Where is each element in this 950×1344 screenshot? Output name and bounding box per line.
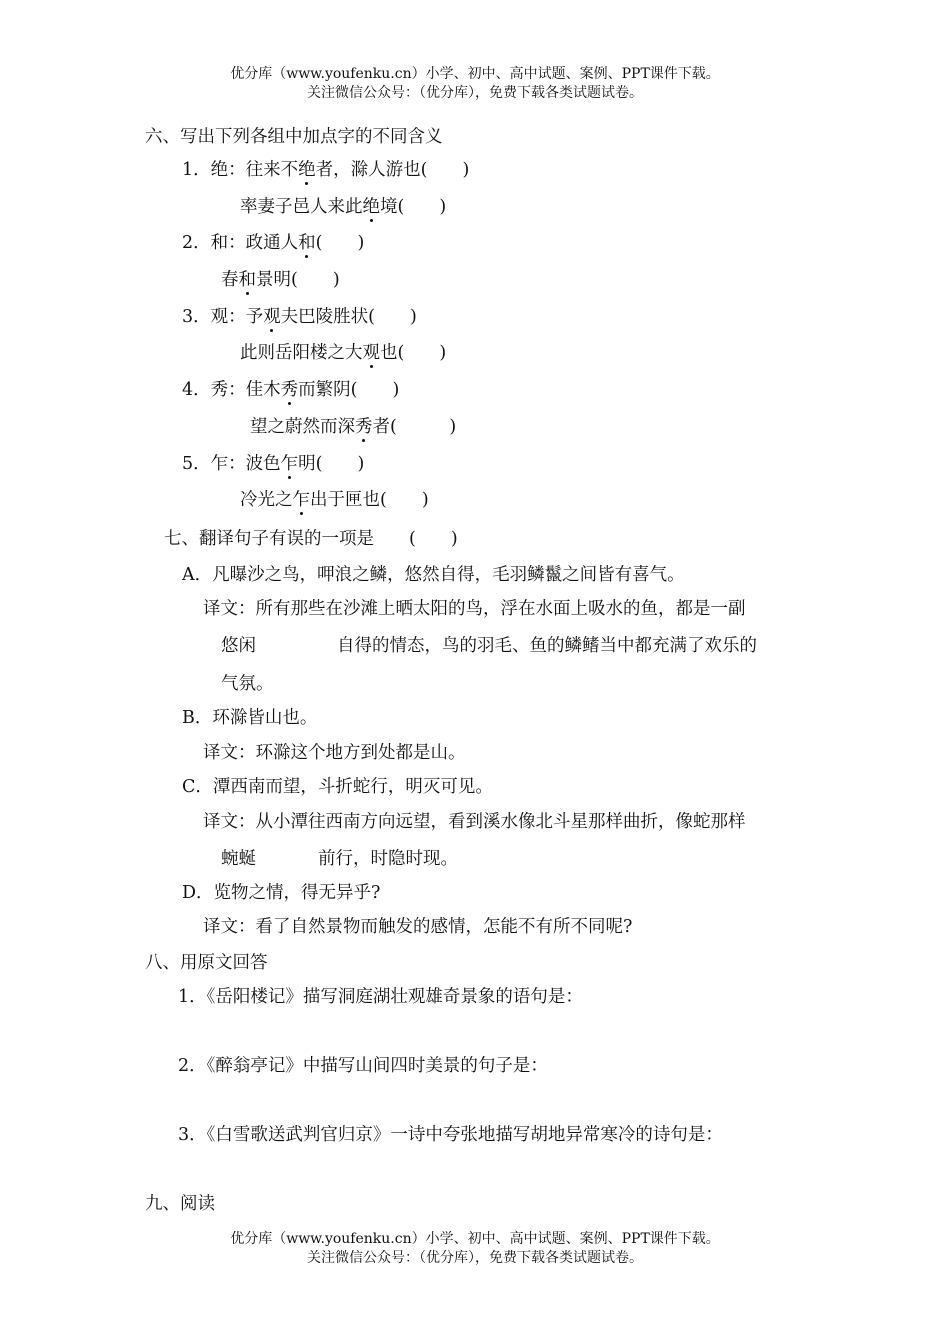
s6-item-1-a-pre: 1．绝：往来不 [182,160,299,180]
s6-item-5-b-post: 出于匣也( ) [310,490,429,510]
s6-item-5-b [240,489,429,511]
s7-option-a-translation-1: 译文：所有那些在沙滩上晒太阳的鸟，浮在水面上吸水的鱼，都是一副 [203,599,746,619]
page-footer-line-1: 优分库（www.youfenku.cn）小学、初中、高中试题、案例、PPT课件下载。 [230,1231,720,1247]
s7-option-a-translation-2b: 自得的情态，鸟的羽毛、鱼的鳞鳍当中都充满了欢乐的 [337,636,757,656]
s6-item-3-b-post: 也( ) [380,343,447,363]
s6-item-2-b-post: 景明( ) [256,270,340,290]
s6-item-1-b-pre: 率妻子邑人来此 [240,197,363,217]
s6-item-5-b-dotted-char: 乍 [292,490,310,510]
s6-item-2-a-dotted-char: 和 [298,233,316,253]
page-header-line-1: 优分库（www.youfenku.cn）小学、初中、高中试题、案例、PPT课件下载。 [230,66,720,82]
s6-item-5-a-pre: 5．乍：波色 [182,454,281,474]
s6-item-4-a-post: 而繁阴( ) [298,380,400,400]
s7-option-c-translation-1: 译文：从小潭往西南方向远望，看到溪水像北斗星那样曲折，像蛇那样 [203,812,746,832]
s6-item-2-a [182,232,364,254]
s6-item-3-b-pre: 此则岳阳楼之大 [240,343,363,363]
s6-item-2-b [221,269,340,291]
s6-item-4-b [250,416,456,438]
s7-option-c: C．潭西南而望，斗折蛇行，明灭可见。 [182,777,493,797]
s8-question-3: 3．《白雪歌送武判官归京》一诗中夸张地描写胡地异常寒冷的诗句是： [178,1125,723,1145]
s6-item-3-b [240,342,446,364]
s6-item-3-b-dotted-char: 观 [362,343,380,363]
s7-option-b: B．环滁皆山也。 [182,708,318,728]
s8-question-2: 2．《醉翁亭记》中描写山间四时美景的句子是： [178,1056,548,1076]
s6-item-4-b-dotted-char: 秀 [355,417,373,437]
s6-item-5-a-dotted-char: 乍 [280,454,299,474]
section-9-title: 九、阅读 [145,1194,215,1214]
s6-item-2-a-post: ( ) [315,233,365,253]
page-header-line-2: 关注微信公众号：（优分库），免费下载各类试题试卷。 [307,85,643,101]
s6-item-3-a [182,306,417,328]
s6-item-4-b-pre: 望之蔚然而深 [250,417,355,437]
s6-item-4-a-dotted-char: 秀 [280,380,299,400]
s7-option-c-translation-2a: 蜿蜒 [221,849,256,869]
s6-item-1-a-dotted-char: 绝 [298,160,316,180]
s7-option-a: A．凡曝沙之鸟，呷浪之鳞，悠然自得，毛羽鳞鬣之间皆有喜气。 [182,565,685,585]
page-footer-line-2: 关注微信公众号：（优分库），免费下载各类试题试卷。 [307,1250,643,1266]
s6-item-1-a [182,159,469,181]
s7-option-a-translation-3: 气氛。 [221,674,274,694]
s6-item-1-b [240,196,446,218]
section-6-title: 六、写出下列各组中加点字的不同含义 [145,127,443,147]
s7-option-b-translation: 译文：环滁这个地方到处都是山。 [203,743,466,763]
s6-item-1-b-post: 境( ) [380,197,447,217]
s6-item-1-b-dotted-char: 绝 [362,197,380,217]
s6-item-3-a-pre: 3．观：予 [182,307,264,327]
s7-option-c-translation-2b: 前行，时隐时现。 [318,849,458,869]
s6-item-2-b-pre: 春 [221,270,239,290]
s6-item-2-a-pre: 2．和：政通人 [182,233,299,253]
s6-item-3-a-post: 夫巴陵胜状( ) [280,307,417,327]
s7-option-d: D．览物之情，得无异乎? [182,883,381,903]
s6-item-5-a-post: 明( ) [298,454,365,474]
s6-item-4-a-pre: 4．秀：佳木 [182,380,281,400]
s6-item-5-b-pre: 冷光之 [240,490,293,510]
s6-item-1-a-post: 者，滁人游也( ) [315,160,470,180]
s6-item-3-a-dotted-char: 观 [263,307,281,327]
s6-item-4-b-post: 者( ) [372,417,457,437]
section-7-title: 七、翻译句子有误的一项是 ( ) [164,529,458,549]
s7-option-d-translation: 译文：看了自然景物而触发的感情，怎能不有所不同呢? [203,917,633,937]
s6-item-4-a [182,379,399,401]
s6-item-2-b-dotted-char: 和 [238,270,256,290]
section-8-title: 八、用原文回答 [145,953,268,973]
s8-question-1: 1．《岳阳楼记》描写洞庭湖壮观雄奇景象的语句是： [178,987,583,1007]
s6-item-5-a [182,453,364,475]
s7-option-a-translation-2a: 悠闲 [221,636,256,656]
